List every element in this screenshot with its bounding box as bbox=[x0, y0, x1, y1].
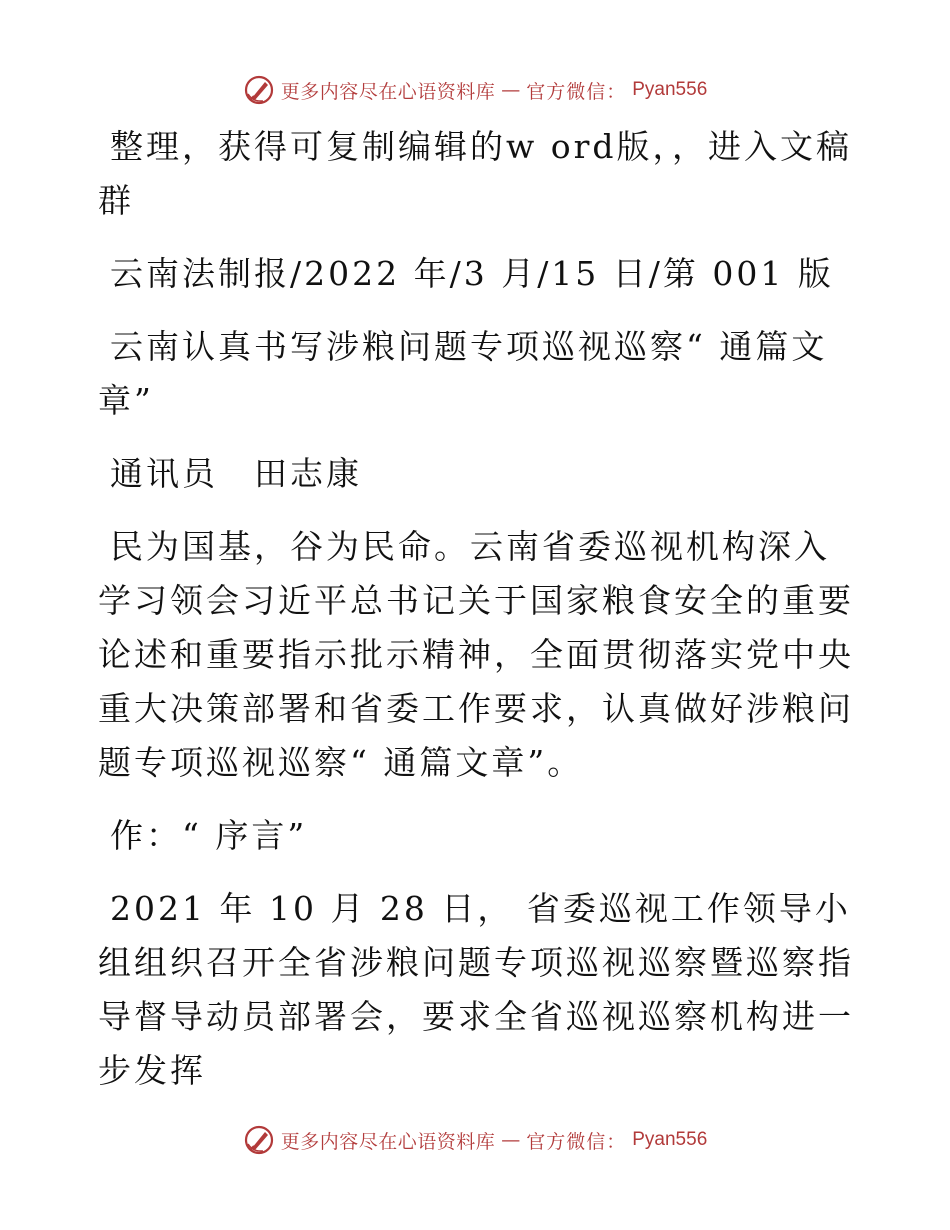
quill-pen-logo-icon bbox=[243, 74, 275, 106]
author-line: 通讯员 田志康 bbox=[110, 454, 362, 493]
section-heading: 作：“ 序言” bbox=[110, 816, 308, 855]
body-paragraph: 民为国基，谷为民命。云南省委巡视机构深入学习领会习近平总书记关于国家粮食安全的重要论述和重要指示批示精神，全面贯彻落实党中央重大决策部署和省委工作要求，认真做好涉粮问题专项巡视巡察“ 通篇文章”。 bbox=[98, 527, 854, 782]
footer-watermark bbox=[0, 1122, 950, 1158]
watermark-wechat-id: Pyan556 bbox=[632, 1129, 708, 1150]
document-body bbox=[98, 120, 858, 1117]
intro-paragraph: 整理，获得可复制编辑的w ord版，，进入文稿群 bbox=[98, 127, 853, 220]
quill-pen-logo-icon bbox=[243, 1124, 275, 1156]
watermark-wechat-id: Pyan556 bbox=[632, 79, 708, 100]
body-paragraph: 2021 年 10 月 28 日， 省委巡视工作领导小组组织召开全省涉粮问题专项巡视巡察暨巡察指导督导动员部署会，要求全省巡视巡察机构进一步发挥 bbox=[98, 889, 854, 1090]
article-title: 云南认真书写涉粮问题专项巡视巡察“ 通篇文章” bbox=[98, 327, 828, 420]
watermark-dash: — bbox=[501, 1129, 521, 1151]
watermark-brand: 更多内容尽在心语资料库 bbox=[280, 80, 496, 103]
watermark-dash: — bbox=[501, 79, 521, 101]
watermark-brand: 更多内容尽在心语资料库 bbox=[280, 1130, 496, 1153]
header-watermark bbox=[0, 72, 950, 108]
watermark-official-label: 官方微信： bbox=[526, 80, 627, 103]
source-line: 云南法制报/2022 年/3 月/15 日/第 001 版 bbox=[110, 254, 834, 293]
watermark-official-label: 官方微信： bbox=[526, 1130, 627, 1153]
